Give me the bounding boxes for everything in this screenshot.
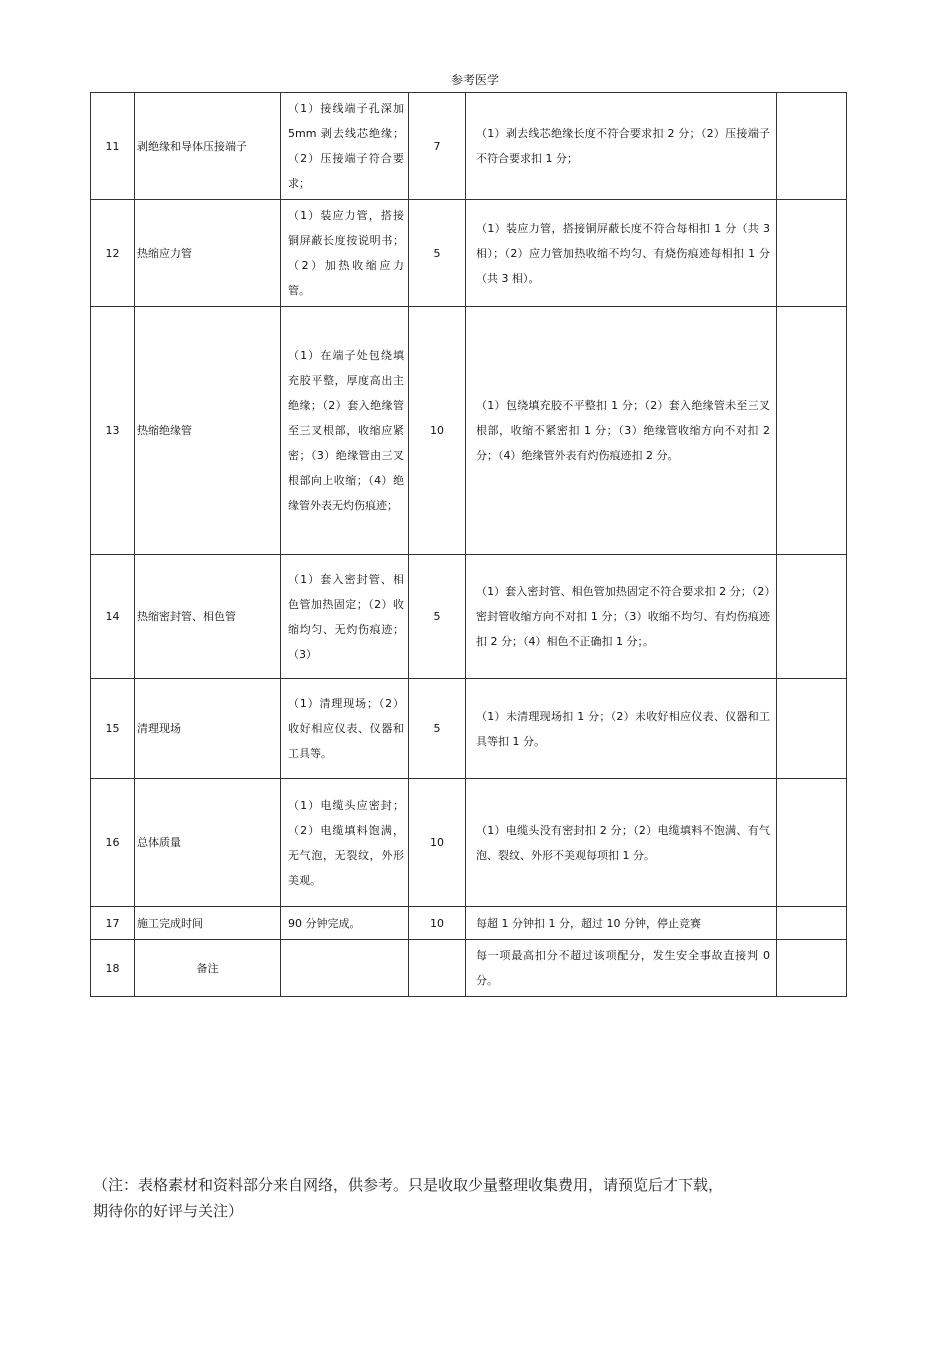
table-row: [91, 779, 847, 907]
score: 10: [409, 907, 466, 940]
item-name: 施工完成时间: [135, 907, 281, 940]
item-name: 热缩密封管、相色管: [135, 555, 281, 679]
deduction-rule: 每一项最高扣分不超过该项配分，发生安全事故直接判 0 分。: [466, 940, 777, 997]
table-row: [91, 93, 847, 200]
deduction-rule: （1）电缆头没有密封扣 2 分；（2）电缆填料不饱满、有气泡、裂纹、外形不美观每项扣 1 分。: [466, 779, 777, 907]
requirement: 90 分钟完成。: [281, 907, 409, 940]
deduction-rule: （1）套入密封管、相色管加热固定不符合要求扣 2 分；（2）密封管收缩方向不对扣 1 分；（3）收缩不均匀、有灼伤痕迹扣 2 分；（4）相色不正确扣 1 分；。: [466, 555, 777, 679]
row-number: 12: [91, 200, 135, 307]
row-number: 17: [91, 907, 135, 940]
item-name: 剥绝缘和导体压接端子: [135, 93, 281, 200]
remark-cell: [777, 779, 847, 907]
requirement: （1）在端子处包绕填充胶平整，厚度高出主绝缘；（2）套入绝缘管至三叉根部，收缩应紧密；（3）绝缘管由三叉根部向上收缩；（4）绝缘管外表无灼伤痕迹；: [281, 307, 409, 555]
table-row: [91, 200, 847, 307]
table-row: [91, 555, 847, 679]
deduction-rule: （1）包绕填充胶不平整扣 1 分；（2）套入绝缘管未至三叉根部，收缩不紧密扣 1 分；（3）绝缘管收缩方向不对扣 2 分；（4）绝缘管外表有灼伤痕迹扣 2 分。: [466, 307, 777, 555]
scoring-table: [90, 92, 847, 997]
deduction-rule: 每超 1 分钟扣 1 分，超过 10 分钟，停止竞赛: [466, 907, 777, 940]
requirement: （1）套入密封管、相色管加热固定；（2）收缩均匀、无灼伤痕迹；（3）: [281, 555, 409, 679]
requirement: [281, 940, 409, 997]
deduction-rule: （1）装应力管，搭接铜屏蔽长度不符合每相扣 1 分（共 3 相）；（2）应力管加热收缩不均匀、有烧伤痕迹每相扣 1 分（共 3 相）。: [466, 200, 777, 307]
footer-note-line: （注：表格素材和资料部分来自网络，供参考。只是收取少量整理收集费用，请预览后才下载，: [93, 1176, 724, 1194]
remark-cell: [777, 555, 847, 679]
table-row: [91, 679, 847, 779]
footer-note-line: 期待你的好评与关注）: [93, 1202, 244, 1220]
requirement: （1）装应力管，搭接铜屏蔽长度按说明书；（2）加热收缩应力管。: [281, 200, 409, 307]
deduction-rule: （1）未清理现场扣 1 分；（2）未收好相应仪表、仪器和工具等扣 1 分。: [466, 679, 777, 779]
table-row: [91, 907, 847, 940]
score: 5: [409, 679, 466, 779]
item-name: 热缩应力管: [135, 200, 281, 307]
requirement: （1）清理现场；（2）收好相应仪表、仪器和工具等。: [281, 679, 409, 779]
row-number: 11: [91, 93, 135, 200]
footer-note: [93, 1172, 833, 1224]
score: 10: [409, 779, 466, 907]
page-header: 参考医学: [450, 73, 499, 87]
item-name: 总体质量: [135, 779, 281, 907]
score: [409, 940, 466, 997]
remark-cell: [777, 679, 847, 779]
requirement: （1）电缆头应密封；（2）电缆填料饱满，无气泡，无裂纹，外形美观。: [281, 779, 409, 907]
requirement: （1）接线端子孔深加 5mm 剥去线芯绝缘；（2）压接端子符合要求；: [281, 93, 409, 200]
remark-cell: [777, 200, 847, 307]
score: 10: [409, 307, 466, 555]
item-name: 清理现场: [135, 679, 281, 779]
table-row: [91, 940, 847, 997]
remark-cell: [777, 940, 847, 997]
table-row: [91, 307, 847, 555]
row-number: 15: [91, 679, 135, 779]
row-number: 16: [91, 779, 135, 907]
score: 5: [409, 555, 466, 679]
remark-cell: [777, 307, 847, 555]
deduction-rule: （1）剥去线芯绝缘长度不符合要求扣 2 分；（2）压接端子不符合要求扣 1 分；: [466, 93, 777, 200]
item-name: 热缩绝缘管: [135, 307, 281, 555]
remark-cell: [777, 907, 847, 940]
row-number: 13: [91, 307, 135, 555]
score: 7: [409, 93, 466, 200]
row-number: 14: [91, 555, 135, 679]
item-name: 备注: [135, 940, 281, 997]
score: 5: [409, 200, 466, 307]
row-number: 18: [91, 940, 135, 997]
remark-cell: [777, 93, 847, 200]
